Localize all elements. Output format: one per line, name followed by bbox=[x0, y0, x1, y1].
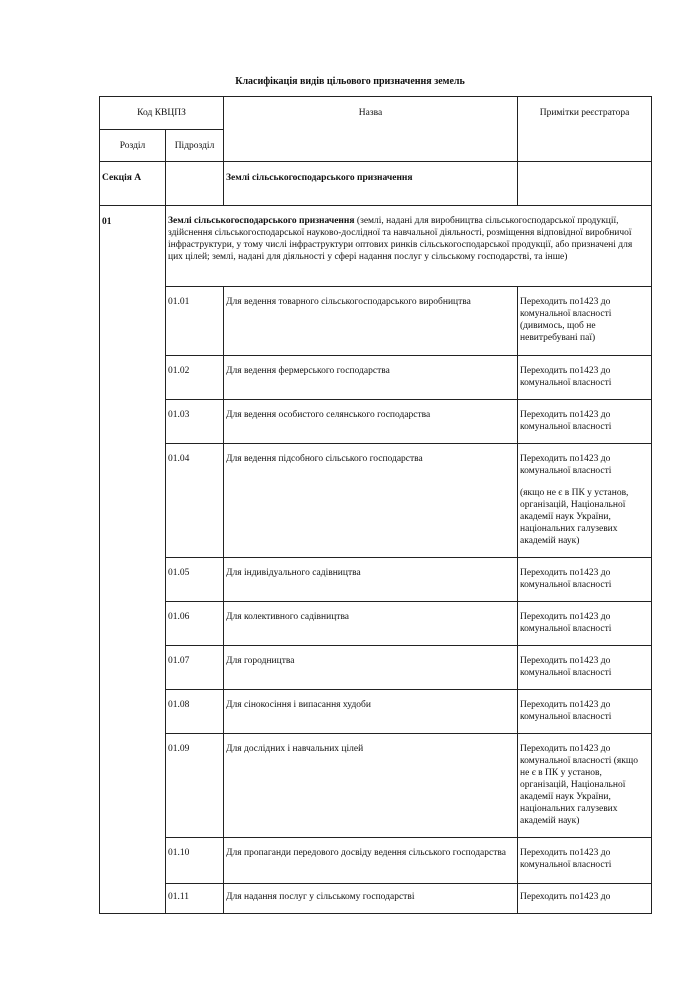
section-notes-empty bbox=[518, 162, 652, 206]
section-code: Секція А bbox=[100, 162, 166, 206]
classification-table bbox=[99, 96, 652, 914]
section-empty-cell bbox=[166, 162, 224, 206]
row-name: Для сінокосіння і випасання худоби bbox=[224, 690, 518, 734]
header-notes: Примітки реєстратора bbox=[518, 97, 652, 162]
header-code: Код КВЦПЗ bbox=[100, 97, 224, 130]
row-name: Для городництва bbox=[224, 646, 518, 690]
row-name: Для ведення особистого селянського господарства bbox=[224, 400, 518, 444]
row-name: Для індивідуального садівництва bbox=[224, 558, 518, 602]
row-note: Переходить по1423 до комунальної власності bbox=[518, 400, 652, 444]
section-name: Землі сільськогосподарського призначення bbox=[224, 162, 518, 206]
row-note-condition: (якщо не є в ПК у установ, організацій, Національної академії наук України, національних галузевих академій наук) bbox=[520, 488, 629, 546]
row-name: Для ведення товарного сільськогосподарського виробництва bbox=[224, 287, 518, 356]
row-code: 01.08 bbox=[166, 690, 224, 734]
row-code: 01.03 bbox=[166, 400, 224, 444]
group-name: Землі сільськогосподарського призначення bbox=[168, 216, 355, 226]
group-code: 01 bbox=[100, 206, 166, 914]
row-code: 01.10 bbox=[166, 838, 224, 884]
header-name: Назва bbox=[224, 97, 518, 162]
row-note: Переходить по1423 до комунальної власності bbox=[518, 602, 652, 646]
row-code: 01.11 bbox=[166, 884, 224, 914]
row-code: 01.09 bbox=[166, 734, 224, 838]
row-name: Для дослідних і навчальних цілей bbox=[224, 734, 518, 838]
row-note: Переходить по1423 до bbox=[518, 884, 652, 914]
row-note: Переходить по1423 до комунальної власності bbox=[518, 646, 652, 690]
row-name: Для пропаганди передового досвіду ведення сільського господарства bbox=[224, 838, 518, 884]
row-name: Для ведення підсобного сільського господарства bbox=[224, 444, 518, 558]
row-name: Для ведення фермерського господарства bbox=[224, 356, 518, 400]
row-note bbox=[518, 444, 652, 558]
row-note-text: Переходить по1423 до комунальної власності bbox=[520, 454, 612, 476]
row-note: Переходить по1423 до комунальної власності (якщо не є в ПК у установ, організацій, Національної академії наук України, національних галузевих академій наук) bbox=[518, 734, 652, 838]
header-subsection: Підрозділ bbox=[166, 130, 224, 162]
row-code: 01.05 bbox=[166, 558, 224, 602]
row-name: Для колективного садівництва bbox=[224, 602, 518, 646]
header-section: Розділ bbox=[100, 130, 166, 162]
row-name: Для надання послуг у сільському господарстві bbox=[224, 884, 518, 914]
document-title: Класифікація видів цільового призначення земель bbox=[235, 76, 465, 87]
row-note: Переходить по1423 до комунальної власності (дивимось, щоб не невитребувані паї) bbox=[518, 287, 652, 356]
group-description bbox=[166, 206, 652, 287]
row-code: 01.06 bbox=[166, 602, 224, 646]
row-note: Переходить по1423 до комунальної власності bbox=[518, 356, 652, 400]
row-code: 01.02 bbox=[166, 356, 224, 400]
row-note: Переходить по1423 до комунальної власності bbox=[518, 838, 652, 884]
row-code: 01.01 bbox=[166, 287, 224, 356]
row-code: 01.07 bbox=[166, 646, 224, 690]
group-description-text: (землі, надані для виробництва сільськогосподарської продукції, здійснення сільськогосподарської науково-дослідної та навчальної діяльності, розміщення відповідної виробничої інфраструктури, у тому числі інфраструктури оптових ринків сільськогосподарської продукції, або призначені для цих цілей; землі, надані для діяльності у сфері надання послуг у сільському господарстві, та інше) bbox=[168, 216, 633, 262]
row-code: 01.04 bbox=[166, 444, 224, 558]
row-note: Переходить по1423 до комунальної власності bbox=[518, 558, 652, 602]
row-note: Переходить по1423 до комунальної власності bbox=[518, 690, 652, 734]
